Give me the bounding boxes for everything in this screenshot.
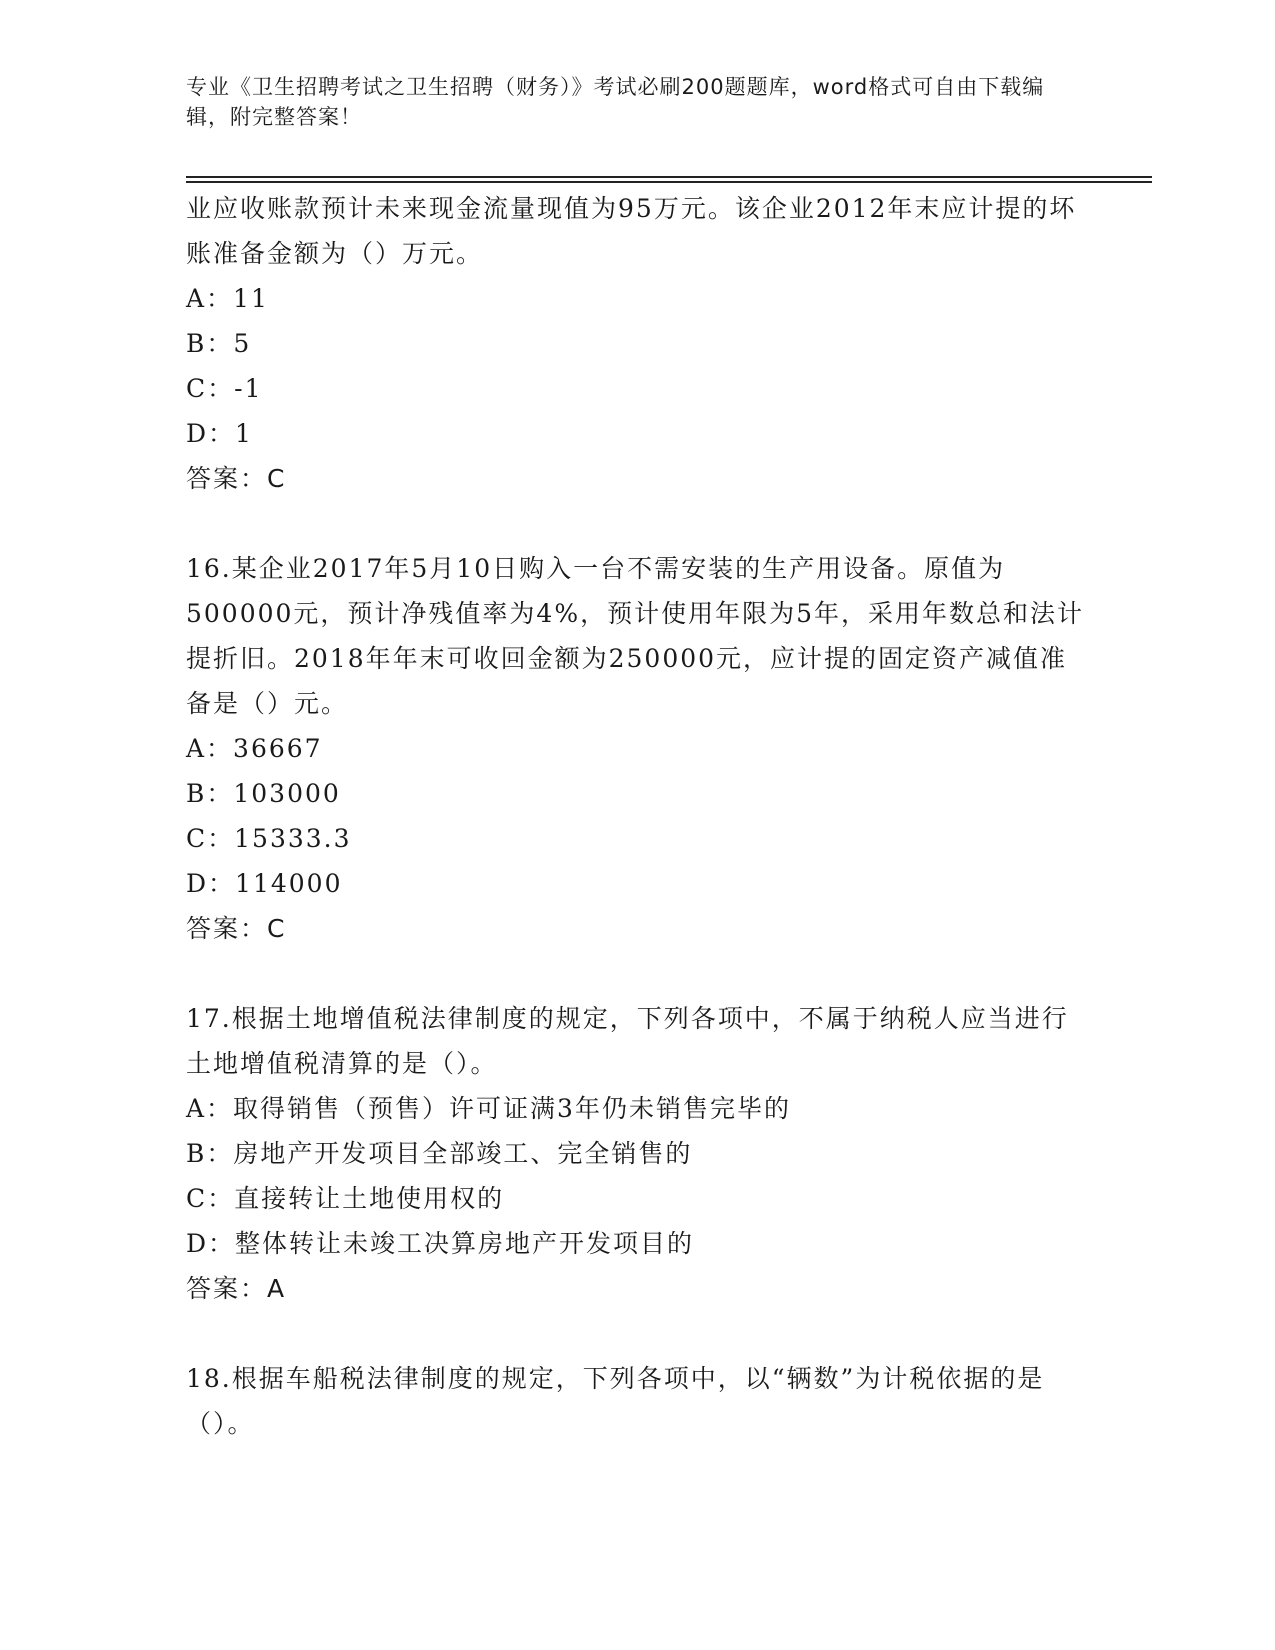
spacer	[186, 501, 1086, 546]
option-b: B：103000	[186, 779, 341, 808]
option-b: B：房地产开发项目全部竣工、完全销售的	[186, 1139, 693, 1168]
option-d: D：114000	[186, 869, 343, 898]
question-stem: 业应收账款预计未来现金流量现值为95万元。该企业2012年末应计提的坏账准备金额为（）万元。	[186, 194, 1077, 268]
question-content	[186, 186, 1086, 1446]
answer: 答案：C	[186, 914, 287, 943]
option-d: D：整体转让未竣工决算房地产开发项目的	[186, 1229, 695, 1258]
option-c: C：-1	[186, 374, 263, 403]
question-stem: 16.某企业2017年5月10日购入一台不需安装的生产用设备。原值为500000元，预计净残值率为4%，预计使用年限为5年，采用年数总和法计提折旧。2018年年末可收回金额为250000元，应计提的固定资产减值准备是（）元。	[186, 554, 1085, 718]
spacer	[186, 1311, 1086, 1356]
option-d: D：1	[186, 419, 253, 448]
question-15-tail	[186, 186, 1086, 501]
question-stem: 17.根据土地增值税法律制度的规定，下列各项中，不属于纳税人应当进行土地增值税清算的是（）。	[186, 1004, 1069, 1078]
option-c: C：15333.3	[186, 824, 352, 853]
spacer	[186, 951, 1086, 996]
option-a: A：11	[186, 284, 269, 313]
document-header: 专业《卫生招聘考试之卫生招聘（财务）》考试必刷200题题库，word格式可自由下载编辑，附完整答案！	[186, 75, 1045, 129]
answer: 答案：C	[186, 464, 287, 493]
header-divider-bottom	[186, 181, 1152, 183]
question-16	[186, 546, 1086, 951]
question-17	[186, 996, 1086, 1311]
header-divider-top	[186, 176, 1152, 178]
option-a: A：36667	[186, 734, 323, 763]
question-18	[186, 1356, 1086, 1446]
option-a: A：取得销售（预售）许可证满3年仍未销售完毕的	[186, 1094, 791, 1123]
answer: 答案：A	[186, 1274, 287, 1303]
option-b: B：5	[186, 329, 252, 358]
question-stem: 18.根据车船税法律制度的规定，下列各项中，以“辆数”为计税依据的是（）。	[186, 1364, 1045, 1438]
option-c: C：直接转让土地使用权的	[186, 1184, 505, 1213]
